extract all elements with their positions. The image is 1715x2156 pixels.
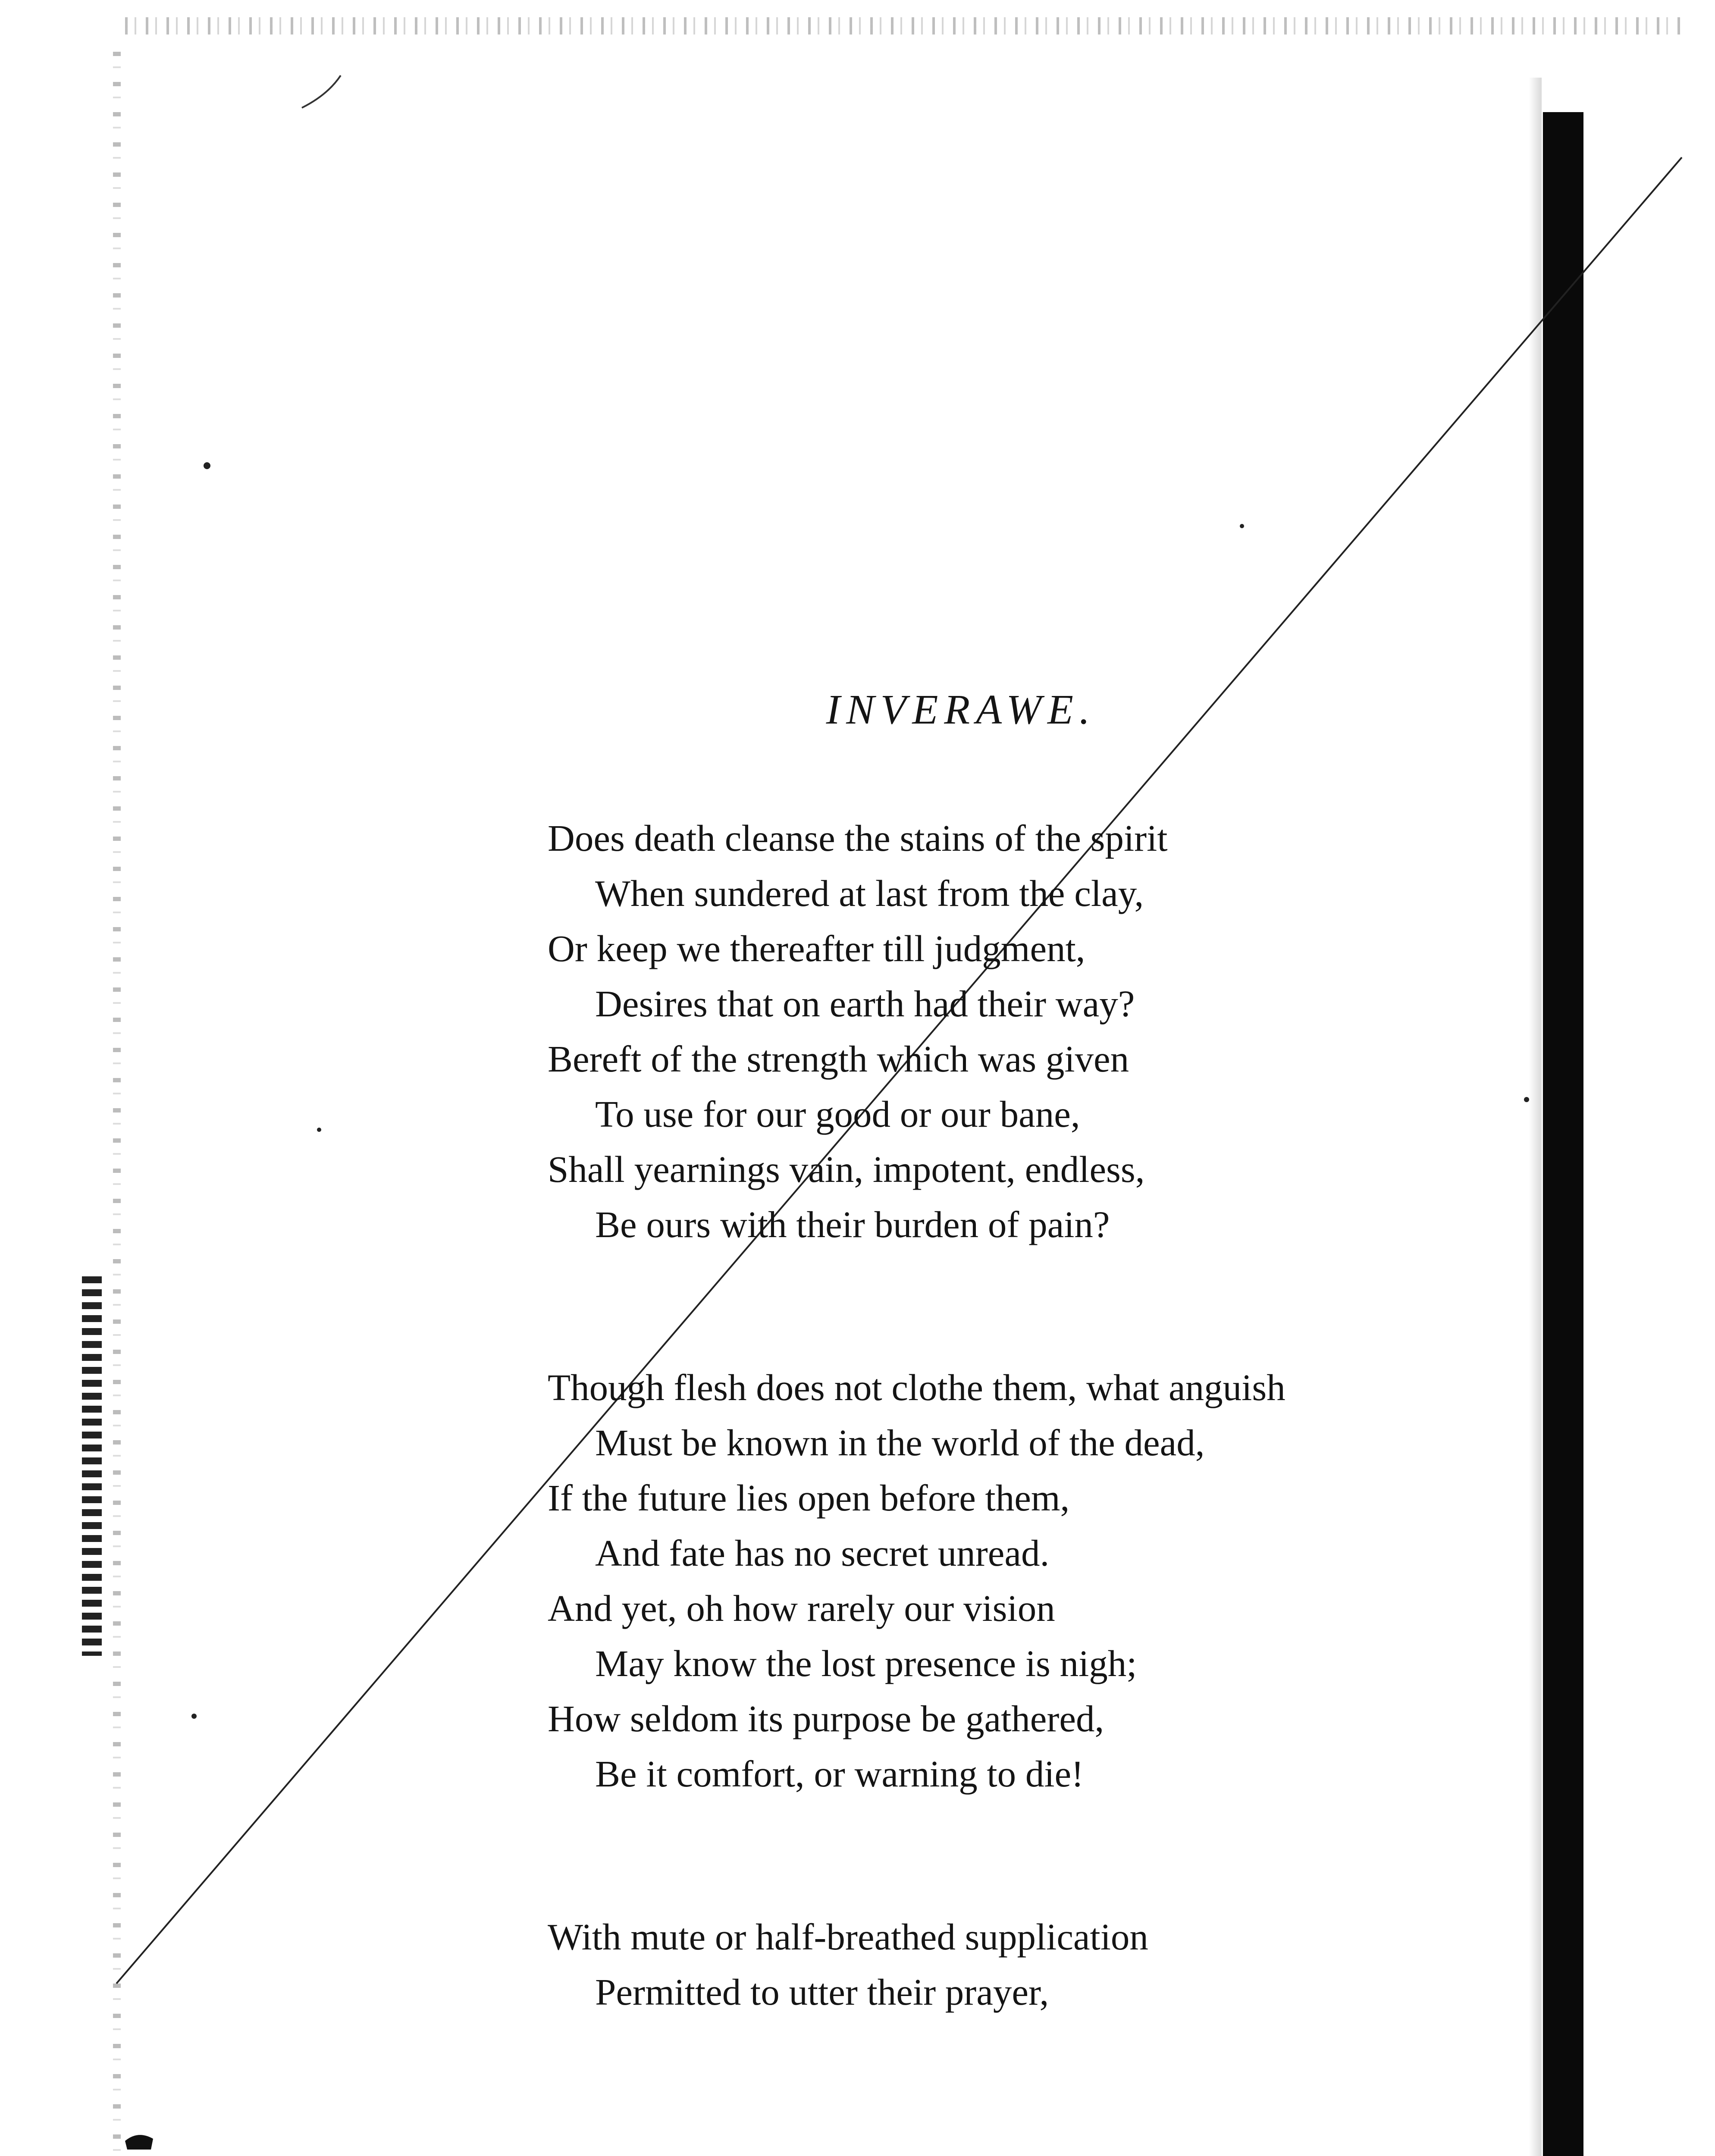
poem-line: To use for our good or our bane, (595, 1093, 1080, 1135)
stanza-2 (548, 1360, 1458, 1802)
poem-line: And yet, oh how rarely our vision (548, 1587, 1055, 1629)
poem-line: Bereft of the strength which was given (548, 1038, 1129, 1080)
poem-line: And fate has no secret unread. (595, 1532, 1050, 1574)
pencil-mark (302, 75, 341, 108)
poem-title: INVERAWE. (826, 686, 1096, 733)
stanza-3 (548, 1909, 1458, 2020)
dust-speck (1524, 1097, 1529, 1102)
poem-line: Be it comfort, or warning to die! (595, 1753, 1084, 1795)
poem-line: With mute or half-breathed supplication (548, 1916, 1148, 1958)
poem-line: How seldom its purpose be gathered, (548, 1698, 1104, 1739)
poem-line: Permitted to utter their prayer, (595, 1971, 1049, 2013)
dust-speck (191, 1714, 197, 1719)
poem-line: Must be known in the world of the dead, (595, 1422, 1205, 1463)
poem-line: May know the lost presence is nigh; (595, 1642, 1137, 1684)
poem-line: Or keep we thereafter till judgment, (548, 928, 1085, 969)
poem-line: Though flesh does not clothe them, what anguish (548, 1366, 1285, 1408)
dust-speck (317, 1128, 321, 1132)
ink-blot (125, 2135, 153, 2150)
poem-line: Does death cleanse the stains of the spirit (548, 817, 1168, 859)
poem-line: When sundered at last from the clay, (595, 872, 1144, 914)
poem-line: Desires that on earth had their way? (595, 983, 1135, 1025)
poem-line: If the future lies open before them, (548, 1477, 1070, 1519)
dust-speck (1240, 524, 1244, 528)
poem-line: Be ours with their burden of pain? (595, 1203, 1110, 1245)
dust-speck (204, 462, 210, 469)
stanza-1 (548, 811, 1458, 1252)
poem-body (548, 811, 1458, 2128)
poem-line: Shall yearnings vain, impotent, endless, (548, 1148, 1145, 1190)
